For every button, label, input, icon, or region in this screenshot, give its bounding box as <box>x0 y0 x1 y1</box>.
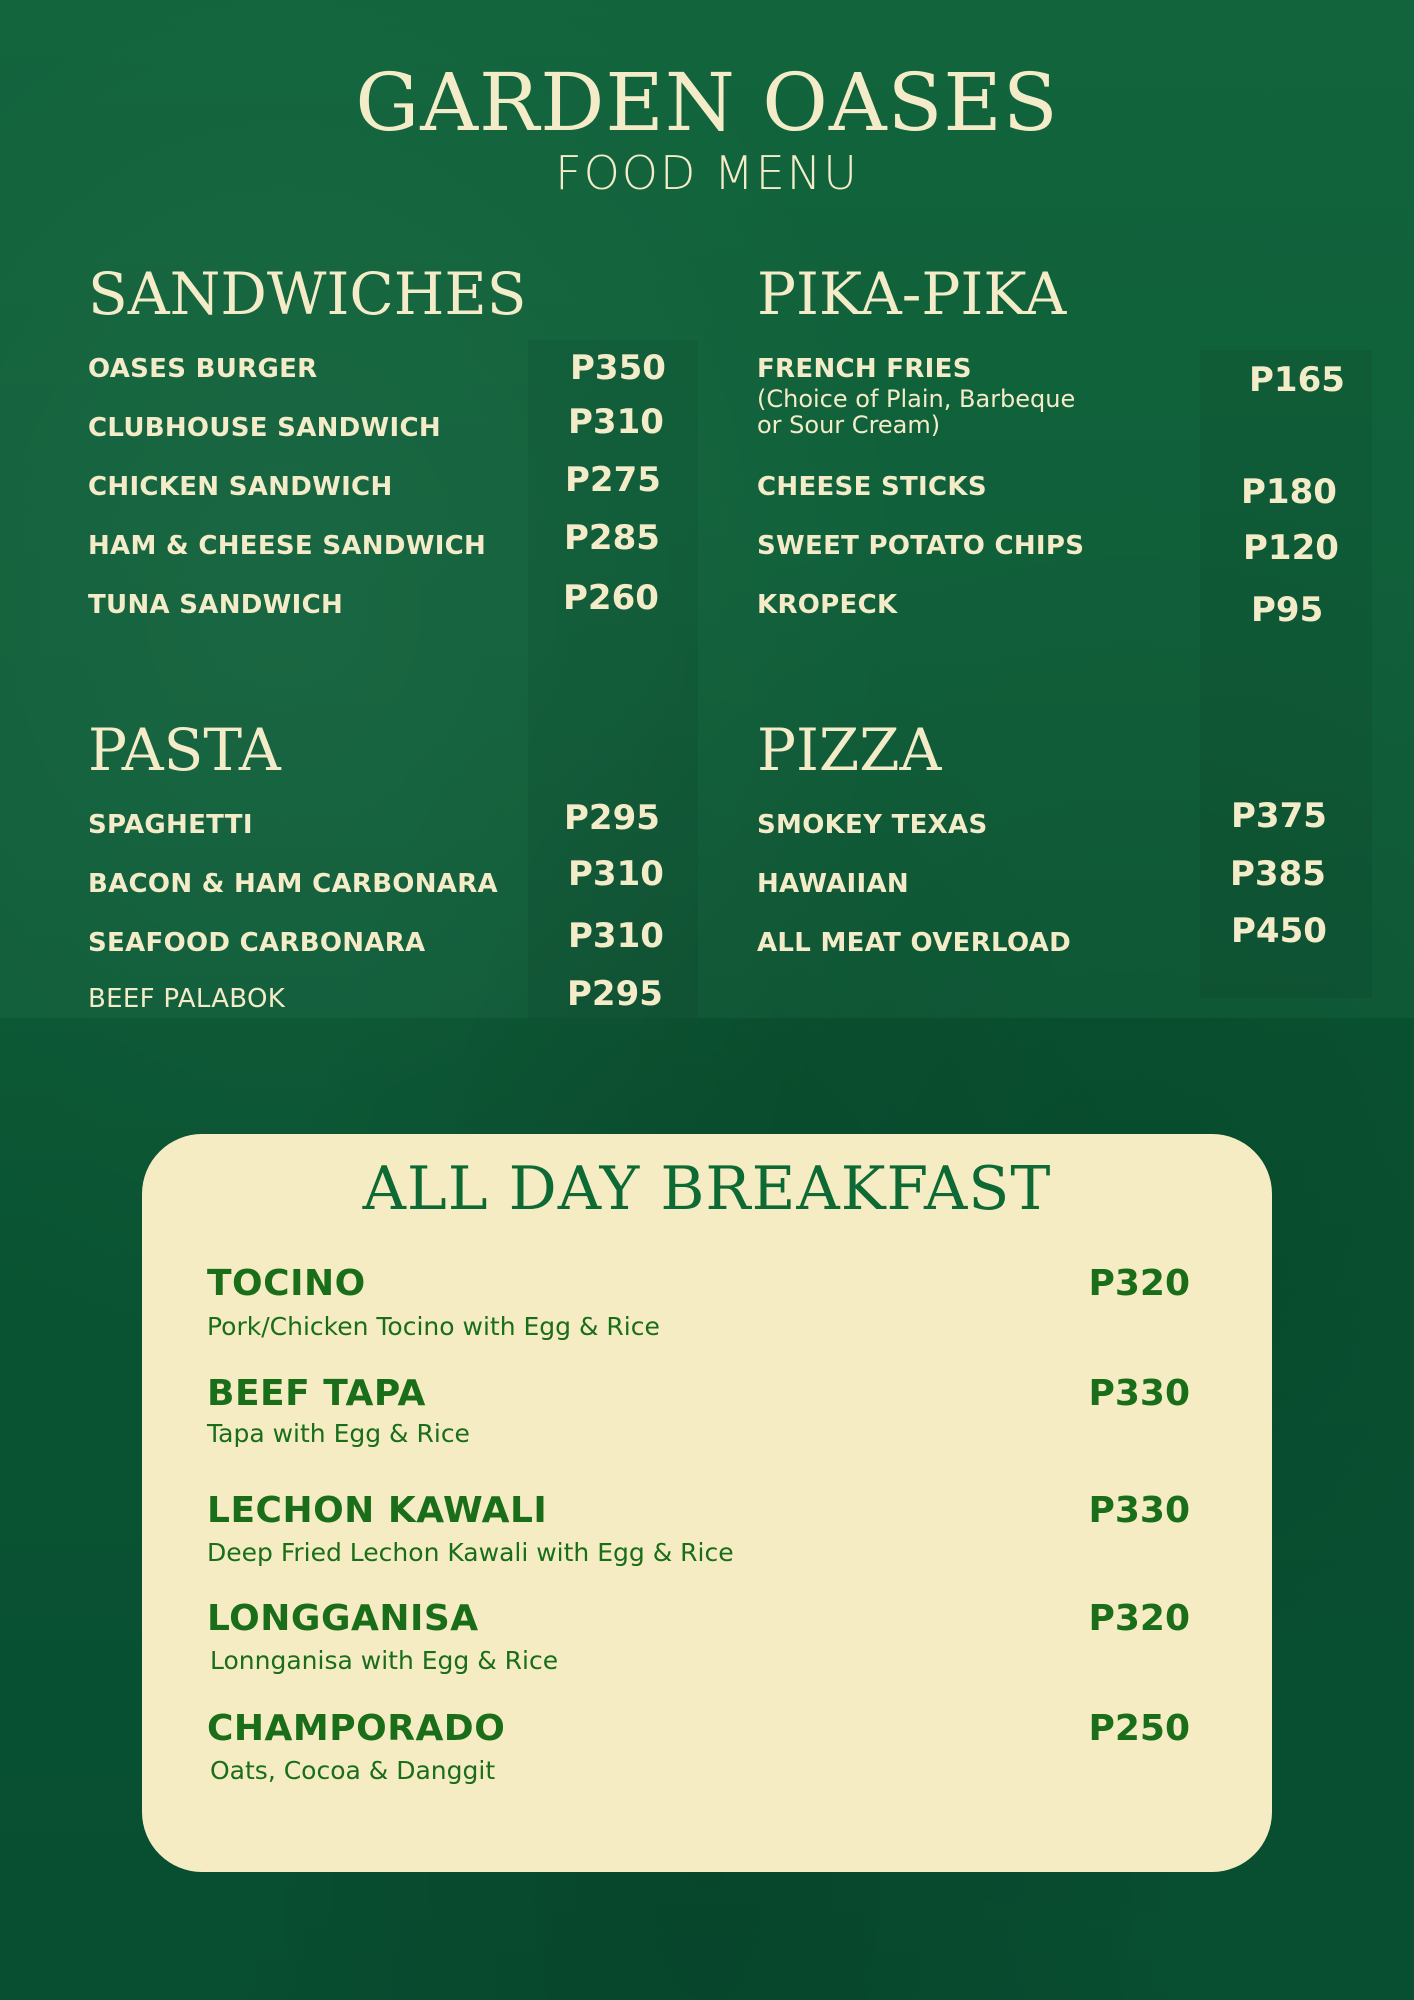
menu-item-price: P285 <box>564 518 660 558</box>
menu-item-price: P450 <box>1231 911 1327 951</box>
menu-item-name: SEAFOOD CARBONARA <box>88 928 426 958</box>
menu-item-price: P260 <box>563 578 659 618</box>
breakfast-item-description: Deep Fried Lechon Kawali with Egg & Rice <box>207 1538 734 1567</box>
menu-item-price: P375 <box>1231 796 1327 836</box>
section-pasta <box>88 718 688 1018</box>
breakfast-item-price: P320 <box>1088 1598 1190 1639</box>
menu-item-name: ALL MEAT OVERLOAD <box>757 928 1071 958</box>
menu-item-note: (Choice of Plain, Barbeque <box>757 385 1076 413</box>
breakfast-item-price: P250 <box>1088 1708 1190 1749</box>
menu-item-name: TUNA SANDWICH <box>88 590 344 620</box>
page-subtitle: FOOD MENU <box>555 146 859 200</box>
breakfast-item-name: LONGGANISA <box>207 1598 479 1639</box>
breakfast-item-price: P320 <box>1088 1263 1190 1304</box>
breakfast-item-description: Pork/Chicken Tocino with Egg & Rice <box>207 1312 660 1341</box>
section-pika-pika <box>757 262 1357 642</box>
breakfast-item-name: TOCINO <box>207 1263 366 1304</box>
menu-item-price: P165 <box>1249 360 1345 400</box>
menu-item-name: SWEET POTATO CHIPS <box>757 531 1085 561</box>
menu-item-price: P180 <box>1241 472 1337 512</box>
menu-item-name: OASES BURGER <box>88 354 318 384</box>
breakfast-item-name: LECHON KAWALI <box>207 1490 548 1531</box>
section-heading: PIKA-PIKA <box>757 260 1067 328</box>
menu-item-name: BEEF PALABOK <box>88 984 286 1014</box>
section-sandwiches <box>88 262 688 642</box>
menu-item-name: CLUBHOUSE SANDWICH <box>88 413 441 443</box>
menu-item-name: CHICKEN SANDWICH <box>88 472 393 502</box>
section-heading: PIZZA <box>757 716 942 784</box>
section-pizza <box>757 718 1357 1018</box>
menu-item-name: HAWAIIAN <box>757 869 909 899</box>
menu-item-price: P310 <box>568 402 664 442</box>
menu-item-name: KROPECK <box>757 590 898 620</box>
menu-item-name: FRENCH FRIES <box>757 354 972 384</box>
section-heading: SANDWICHES <box>88 260 527 328</box>
breakfast-item-description: Tapa with Egg & Rice <box>207 1419 470 1448</box>
menu-item-name: SPAGHETTI <box>88 810 253 840</box>
menu-item-price: P310 <box>568 854 664 894</box>
menu-item-price: P295 <box>564 798 660 838</box>
menu-item-price: P295 <box>567 974 663 1014</box>
menu-item-price: P350 <box>570 348 666 388</box>
menu-item-note: or Sour Cream) <box>757 411 941 439</box>
breakfast-item-name: CHAMPORADO <box>207 1708 506 1749</box>
menu-item-name: HAM & CHEESE SANDWICH <box>88 531 487 561</box>
breakfast-item-price: P330 <box>1088 1373 1190 1414</box>
menu-item-name: CHEESE STICKS <box>757 472 987 502</box>
menu-item-price: P385 <box>1230 854 1326 894</box>
breakfast-item-price: P330 <box>1088 1490 1190 1531</box>
menu-item-price: P310 <box>568 916 664 956</box>
menu-item-price: P275 <box>565 460 661 500</box>
breakfast-item-description: Oats, Cocoa & Danggit <box>210 1756 496 1785</box>
breakfast-heading: ALL DAY BREAKFAST <box>362 1154 1052 1224</box>
breakfast-card <box>142 1134 1272 1872</box>
breakfast-item-description: Lonnganisa with Egg & Rice <box>210 1646 559 1675</box>
menu-item-price: P120 <box>1243 528 1339 568</box>
menu-item-price: P95 <box>1251 590 1324 630</box>
menu-item-name: BACON & HAM CARBONARA <box>88 869 498 899</box>
page-title: GARDEN OASES <box>355 56 1059 149</box>
section-heading: PASTA <box>88 716 281 784</box>
breakfast-item-name: BEEF TAPA <box>207 1373 426 1414</box>
menu-item-name: SMOKEY TEXAS <box>757 810 988 840</box>
